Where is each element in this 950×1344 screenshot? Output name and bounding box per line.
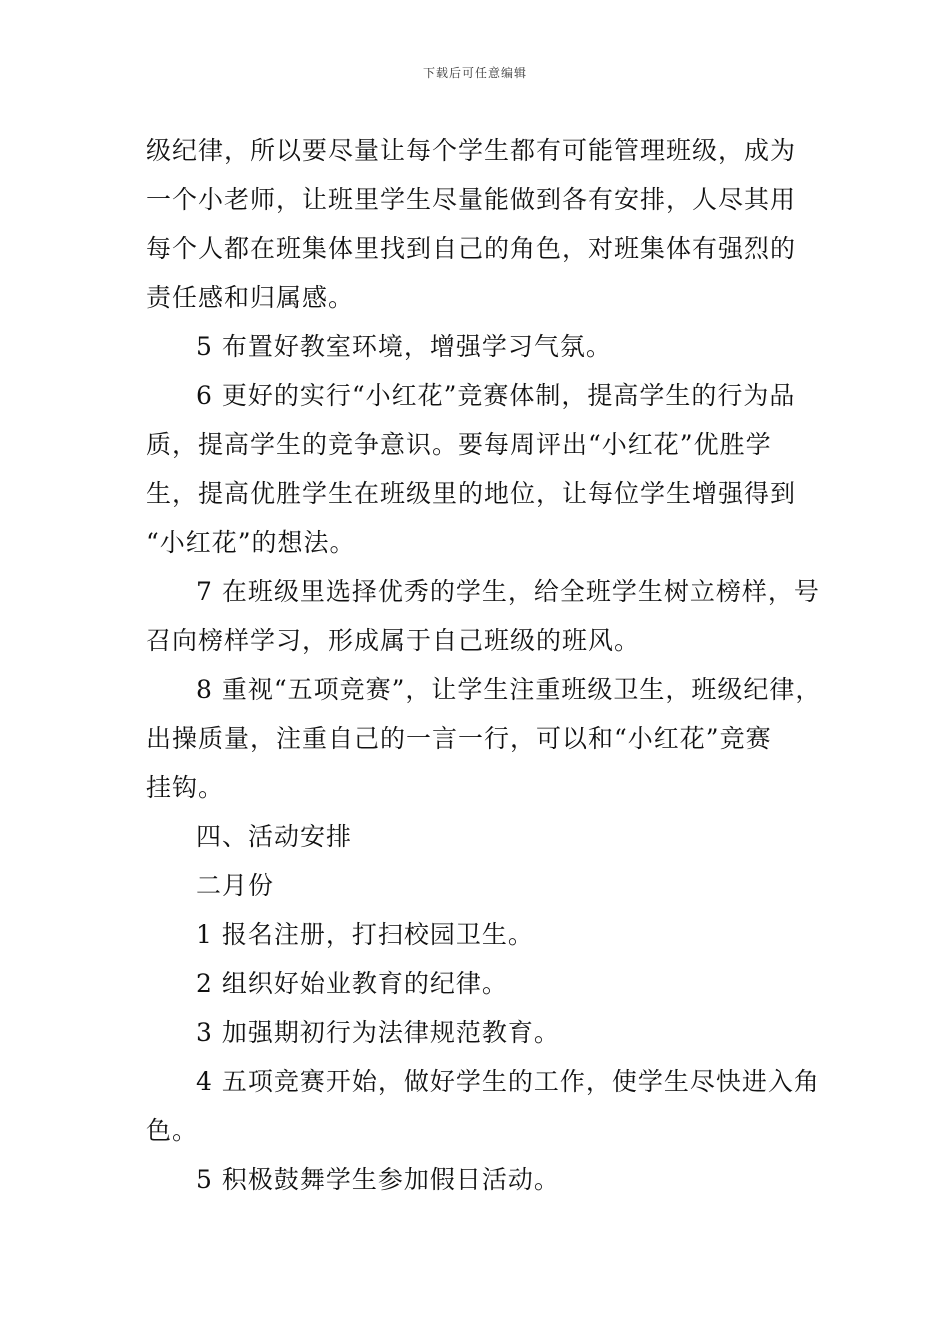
text-line: 5 布置好教室环境，增强学习气氛。 [196, 332, 612, 361]
month-heading: 二月份 [196, 871, 275, 900]
list-item: 5 积极鼓舞学生参加假日活动。 [196, 1165, 560, 1194]
text-line: 每个人都在班集体里找到自己的角色，对班集体有强烈的 [146, 234, 797, 263]
text-line: 挂钩。 [146, 773, 225, 802]
text-line: 8 重视“五项竞赛”，让学生注重班级卫生，班级纪律， [196, 675, 822, 704]
text-line: 一个小老师，让班里学生尽量能做到各有安排，人尽其用 [146, 185, 797, 214]
text-line: 级纪律，所以要尽量让每个学生都有可能管理班级，成为 [146, 136, 797, 165]
list-item: 2 组织好始业教育的纪律。 [196, 969, 508, 998]
page-header: 下载后可任意编辑 [422, 66, 527, 80]
list-item: 4 五项竞赛开始，做好学生的工作，使学生尽快进入角 [196, 1067, 820, 1096]
text-line: “小红花”的想法。 [146, 528, 356, 557]
list-item: 1 报名注册，打扫校园卫生。 [196, 920, 534, 949]
text-line: 出操质量，注重自己的一言一行，可以和“小红花”竞赛 [146, 724, 772, 753]
list-item: 3 加强期初行为法律规范教育。 [196, 1018, 560, 1047]
text-line: 7 在班级里选择优秀的学生，给全班学生树立榜样，号 [196, 577, 820, 606]
document-body [146, 126, 836, 1204]
section-heading: 四、活动安排 [196, 822, 353, 851]
text-line: 色。 [146, 1116, 199, 1145]
text-line: 责任感和归属感。 [146, 283, 355, 312]
text-line: 6 更好的实行“小红花”竞赛体制，提高学生的行为品 [196, 381, 796, 410]
text-line: 生，提高优胜学生在班级里的地位，让每位学生增强得到 [146, 479, 797, 508]
text-line: 质，提高学生的竞争意识。要每周评出“小红花”优胜学 [146, 430, 772, 459]
text-line: 召向榜样学习，形成属于自己班级的班风。 [146, 626, 641, 655]
